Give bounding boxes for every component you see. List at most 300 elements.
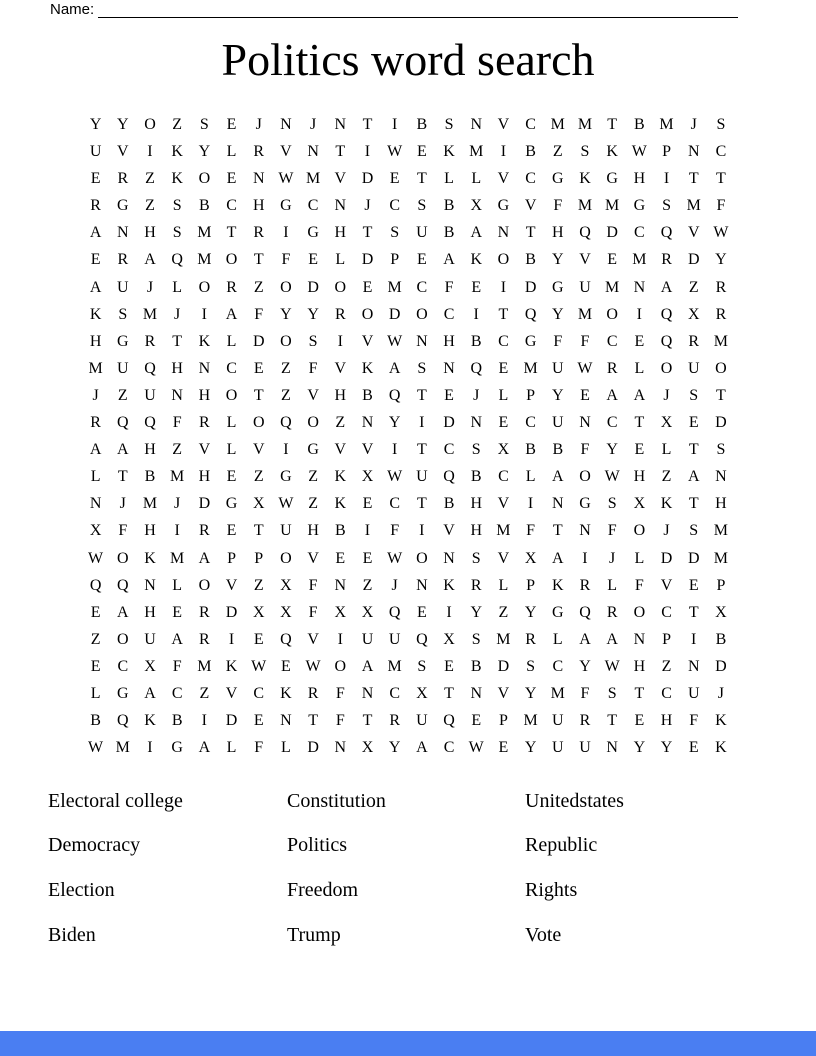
grid-letter: T <box>525 224 536 242</box>
grid-letter: O <box>633 522 646 540</box>
grid-letter: E <box>362 549 373 567</box>
grid-letter: T <box>607 116 618 133</box>
grid-letter: W <box>88 739 104 757</box>
grid-letter: F <box>444 278 454 296</box>
grid-letter: Q <box>144 359 156 377</box>
grid-letter: N <box>307 143 319 161</box>
grid-letter: L <box>226 414 237 432</box>
grid-letter: C <box>389 197 400 215</box>
grid-letter: G <box>307 224 319 242</box>
grid-letter: E <box>471 278 482 296</box>
grid-letter: H <box>633 170 646 188</box>
grid-letter: M <box>142 305 158 323</box>
grid-letter: A <box>117 603 129 621</box>
grid-letter: Y <box>470 603 482 621</box>
grid-letter: B <box>715 630 727 648</box>
grid-letter: T <box>416 441 427 459</box>
grid-letter: S <box>417 359 427 377</box>
grid-letter: U <box>552 739 564 757</box>
grid-letter: R <box>90 197 101 215</box>
grid-letter: L <box>552 630 563 648</box>
grid-letter: F <box>553 197 563 215</box>
grid-letter: B <box>443 224 455 242</box>
grid-letter: S <box>471 441 481 459</box>
grid-letter: G <box>117 684 129 702</box>
grid-letter: E <box>226 468 237 486</box>
grid-letter: Y <box>388 414 401 432</box>
grid-letter: H <box>470 522 482 540</box>
grid-letter: Y <box>307 305 319 323</box>
grid-letter: D <box>198 495 211 513</box>
grid-letter: Z <box>661 657 672 675</box>
grid-letter: I <box>473 305 479 323</box>
grid-letter: H <box>660 712 673 730</box>
grid-letter: E <box>416 603 427 621</box>
grid-letter: T <box>634 684 645 702</box>
grid-letter: V <box>225 576 238 594</box>
grid-letter: F <box>335 712 345 730</box>
grid-letter: O <box>497 251 510 269</box>
grid-letter: K <box>361 359 374 377</box>
grid-letter: T <box>362 224 373 242</box>
grid-letter: G <box>524 332 537 350</box>
grid-letter: Y <box>552 305 564 323</box>
grid-letter: R <box>606 359 618 377</box>
grid-letter: L <box>226 143 237 161</box>
grid-letter: O <box>334 278 347 296</box>
grid-letter: Y <box>89 116 102 133</box>
grid-letter: N <box>715 468 727 486</box>
grid-letter: E <box>335 549 346 567</box>
grid-letter: Q <box>89 576 102 594</box>
grid-letter: C <box>307 197 319 215</box>
grid-letter: N <box>334 739 347 757</box>
grid-letter: D <box>361 170 374 188</box>
grid-letter: J <box>690 116 697 133</box>
grid-letter: G <box>633 197 646 215</box>
grid-letter: R <box>579 576 591 594</box>
grid-letter: N <box>117 224 129 242</box>
grid-letter: B <box>171 712 183 730</box>
grid-letter: W <box>604 468 620 486</box>
grid-letter: F <box>580 684 590 702</box>
grid-letter: N <box>470 684 482 702</box>
grid-letter: V <box>225 684 238 702</box>
grid-letter: V <box>687 224 700 242</box>
grid-letter: U <box>144 630 156 648</box>
grid-letter: O <box>198 170 211 188</box>
grid-letter: L <box>471 170 482 188</box>
grid-letter: K <box>144 549 156 567</box>
grid-letter: M <box>550 684 565 702</box>
grid-letter: K <box>660 495 673 513</box>
grid-letter: D <box>715 414 727 432</box>
grid-letter: H <box>144 603 156 621</box>
grid-letter: F <box>172 414 182 432</box>
word-list-item: Unitedstates <box>525 789 624 812</box>
grid-letter: O <box>606 305 618 323</box>
grid-letter: M <box>469 143 484 161</box>
grid-letter: W <box>305 657 321 675</box>
grid-letter: G <box>307 441 319 459</box>
grid-letter: V <box>307 549 319 567</box>
grid-letter: M <box>523 712 538 730</box>
grid-letter: L <box>226 739 237 757</box>
grid-letter: D <box>715 657 727 675</box>
grid-letter: F <box>580 332 590 350</box>
grid-letter: C <box>443 305 455 323</box>
grid-letter: M <box>605 278 620 296</box>
grid-letter: X <box>660 414 673 432</box>
grid-letter: I <box>174 522 180 540</box>
grid-letter: Y <box>552 251 564 269</box>
grid-letter: S <box>417 197 427 215</box>
grid-letter: M <box>197 657 212 675</box>
grid-letter: O <box>198 278 211 296</box>
grid-letter: N <box>361 414 374 432</box>
grid-letter: H <box>144 522 156 540</box>
grid-letter: T <box>253 386 264 404</box>
grid-letter: W <box>604 657 620 675</box>
grid-letter: L <box>634 359 645 377</box>
grid-letter: M <box>577 116 593 133</box>
grid-letter: X <box>252 603 265 621</box>
grid-letter: G <box>606 170 618 188</box>
grid-letter: B <box>334 522 346 540</box>
grid-letter: V <box>307 630 319 648</box>
grid-letter: M <box>659 116 674 133</box>
grid-letter: T <box>716 386 726 404</box>
grid-letter: M <box>387 657 402 675</box>
grid-letter: C <box>525 170 536 188</box>
grid-letter: G <box>280 197 292 215</box>
grid-letter: F <box>254 739 264 757</box>
grid-letter: V <box>280 143 292 161</box>
grid-letter: Y <box>633 739 646 757</box>
grid-letter: J <box>119 495 126 513</box>
grid-letter: K <box>334 468 347 486</box>
grid-letter: T <box>688 441 699 459</box>
grid-letter: E <box>281 657 291 675</box>
grid-letter: J <box>609 549 616 567</box>
grid-letter: O <box>117 630 129 648</box>
grid-letter: X <box>715 603 727 621</box>
grid-letter: W <box>713 224 729 242</box>
grid-letter: J <box>717 684 725 702</box>
grid-letter: L <box>634 549 645 567</box>
grid-letter: U <box>117 359 129 377</box>
grid-letter: Q <box>524 305 537 323</box>
grid-letter: N <box>579 522 591 540</box>
grid-letter: Y <box>660 739 673 757</box>
grid-letter: K <box>334 495 347 513</box>
grid-letter: Q <box>579 603 591 621</box>
grid-letter: V <box>497 170 510 188</box>
grid-letter: C <box>117 657 129 675</box>
grid-letter: V <box>198 441 211 459</box>
grid-letter: Y <box>606 441 618 459</box>
grid-letter: S <box>417 657 427 675</box>
grid-letter: Y <box>280 305 292 323</box>
name-row <box>50 1 738 18</box>
grid-letter: A <box>579 630 591 648</box>
grid-letter: X <box>280 603 292 621</box>
grid-letter: E <box>172 603 183 621</box>
grid-letter: K <box>443 576 455 594</box>
grid-letter: H <box>198 468 211 486</box>
grid-letter: G <box>552 603 564 621</box>
grid-letter: I <box>391 441 398 459</box>
grid-letter: C <box>498 468 509 486</box>
grid-letter: D <box>687 251 700 269</box>
grid-letter: N <box>443 549 455 567</box>
word-list-column <box>287 779 386 957</box>
grid-letter: R <box>226 278 237 296</box>
grid-letter: C <box>389 684 400 702</box>
grid-letter: R <box>253 143 265 161</box>
grid-letter: F <box>118 522 128 540</box>
grid-letter: Q <box>443 712 455 730</box>
grid-letter: Q <box>579 224 591 242</box>
grid-letter: T <box>172 332 183 350</box>
grid-letter: K <box>715 739 727 757</box>
grid-letter: L <box>172 576 183 594</box>
grid-letter: F <box>172 657 182 675</box>
grid-letter: U <box>89 143 102 161</box>
grid-letter: W <box>387 468 403 486</box>
grid-letter: E <box>471 712 482 730</box>
grid-letter: A <box>470 224 482 242</box>
grid-letter: H <box>633 468 646 486</box>
grid-letter: O <box>280 549 292 567</box>
grid-letter: A <box>198 739 211 757</box>
grid-letter: G <box>552 278 564 296</box>
grid-letter: D <box>388 305 401 323</box>
grid-letter: K <box>579 170 591 188</box>
grid-letter: N <box>470 116 482 133</box>
grid-letter: M <box>387 278 402 296</box>
grid-letter: J <box>663 522 670 540</box>
grid-letter: S <box>118 305 128 323</box>
grid-letter: Z <box>145 170 155 188</box>
grid-letter: J <box>174 305 181 323</box>
grid-letter: X <box>361 739 374 757</box>
grid-letter: J <box>391 576 398 594</box>
grid-letter: P <box>526 576 536 594</box>
grid-letter: W <box>387 549 403 567</box>
grid-letter: E <box>308 251 318 269</box>
grid-letter: Y <box>524 739 537 757</box>
grid-letter: S <box>471 549 481 567</box>
grid-letter: H <box>334 386 347 404</box>
grid-letter: B <box>443 495 455 513</box>
grid-letter: B <box>525 441 536 459</box>
grid-letter: L <box>226 441 237 459</box>
grid-letter: T <box>253 251 264 269</box>
grid-letter: D <box>660 549 673 567</box>
grid-letter: N <box>361 684 374 702</box>
grid-letter: Y <box>552 386 564 404</box>
grid-letter: G <box>579 495 591 513</box>
grid-letter: S <box>308 332 318 350</box>
grid-letter: M <box>550 116 565 133</box>
grid-letter: N <box>280 116 292 133</box>
grid-letter: C <box>443 739 455 757</box>
grid-letter: E <box>416 251 427 269</box>
word-list-item: Election <box>48 878 115 901</box>
grid-letter: J <box>146 278 154 296</box>
grid-letter: B <box>525 143 536 161</box>
grid-letter: O <box>280 278 292 296</box>
grid-letter: Q <box>388 603 401 621</box>
grid-letter: A <box>89 441 102 459</box>
grid-letter: B <box>634 116 645 133</box>
word-list-item: Politics <box>287 834 348 857</box>
grid-letter: R <box>117 251 129 269</box>
grid-letter: E <box>90 657 101 675</box>
grid-letter: A <box>552 468 564 486</box>
grid-letter: U <box>552 359 564 377</box>
grid-letter: A <box>198 549 211 567</box>
grid-letter: A <box>225 305 238 323</box>
grid-letter: R <box>688 332 700 350</box>
grid-letter: N <box>280 712 292 730</box>
grid-letter: K <box>171 170 183 188</box>
grid-letter: Z <box>308 495 318 513</box>
word-list-item: Trump <box>287 923 341 946</box>
word-list-item: Biden <box>48 923 96 946</box>
grid-letter: Y <box>524 684 537 702</box>
grid-letter: M <box>686 197 701 215</box>
grid-letter: C <box>416 278 428 296</box>
grid-letter: M <box>605 197 620 215</box>
grid-letter: R <box>715 278 727 296</box>
grid-letter: I <box>283 441 289 459</box>
grid-letter: I <box>147 143 153 161</box>
grid-letter: F <box>634 576 644 594</box>
grid-letter: X <box>416 684 428 702</box>
grid-letter: B <box>144 468 156 486</box>
grid-letter: O <box>361 305 374 323</box>
grid-letter: E <box>362 495 373 513</box>
grid-letter: Z <box>552 143 563 161</box>
grid-letter: L <box>661 441 672 459</box>
grid-letter: R <box>661 251 672 269</box>
grid-letter: L <box>498 386 509 404</box>
grid-letter: Z <box>308 468 318 486</box>
grid-letter: X <box>144 657 156 675</box>
grid-letter: P <box>227 549 236 567</box>
name-label: Name: <box>50 1 95 18</box>
grid-letter: S <box>716 441 726 459</box>
grid-letter: L <box>498 576 509 594</box>
grid-letter: I <box>364 522 371 540</box>
grid-letter: W <box>468 739 484 757</box>
grid-letter: I <box>391 116 398 133</box>
grid-letter: K <box>715 712 727 730</box>
grid-letter: K <box>171 143 183 161</box>
grid-letter: Z <box>362 576 373 594</box>
grid-letter: M <box>713 549 729 567</box>
grid-letter: D <box>443 414 455 432</box>
word-list-item: Democracy <box>48 834 141 857</box>
grid-letter: M <box>170 549 185 567</box>
grid-letter: V <box>497 495 510 513</box>
grid-letter: M <box>197 251 212 269</box>
grid-letter: B <box>470 657 482 675</box>
grid-letter: Z <box>172 116 183 133</box>
grid-letter: E <box>634 441 645 459</box>
grid-letter: B <box>199 197 210 215</box>
grid-letter: P <box>498 712 508 730</box>
grid-letter: M <box>142 495 158 513</box>
grid-letter: O <box>307 414 319 432</box>
grid-letter: F <box>526 522 536 540</box>
grid-letter: H <box>715 495 727 513</box>
grid-letter: V <box>660 576 673 594</box>
grid-letter: W <box>278 495 294 513</box>
grid-letter: E <box>416 143 427 161</box>
grid-letter: A <box>388 359 401 377</box>
grid-letter: N <box>252 170 265 188</box>
grid-letter: K <box>198 332 211 350</box>
grid-letter: E <box>688 576 699 594</box>
grid-letter: E <box>226 522 237 540</box>
grid-letter: N <box>89 495 102 513</box>
grid-letter: U <box>552 712 564 730</box>
grid-letter: Q <box>660 332 673 350</box>
grid-letter: H <box>144 224 156 242</box>
grid-letter: Q <box>171 251 183 269</box>
grid-letter: V <box>497 549 510 567</box>
grid-letter: X <box>524 549 537 567</box>
grid-letter: I <box>201 712 207 730</box>
grid-letter: F <box>308 576 318 594</box>
grid-letter: U <box>361 630 374 648</box>
grid-letter: I <box>419 414 425 432</box>
grid-letter: F <box>308 603 318 621</box>
grid-letter: T <box>634 414 645 432</box>
grid-letter: Q <box>144 414 156 432</box>
grid-letter: I <box>147 739 153 757</box>
grid-letter: L <box>444 170 454 188</box>
grid-letter: M <box>632 251 647 269</box>
grid-letter: G <box>117 332 129 350</box>
grid-letter: E <box>253 712 264 730</box>
grid-letter: I <box>337 332 343 350</box>
grid-letter: B <box>470 332 482 350</box>
grid-letter: F <box>254 305 264 323</box>
grid-letter: S <box>607 495 617 513</box>
grid-letter: B <box>416 116 428 133</box>
grid-letter: R <box>117 170 129 188</box>
grid-letter: E <box>90 170 101 188</box>
grid-letter: V <box>497 116 510 133</box>
grid-letter: R <box>525 630 536 648</box>
grid-letter: E <box>444 657 454 675</box>
grid-letter: E <box>362 278 373 296</box>
grid-letter: V <box>443 522 455 540</box>
grid-letter: W <box>387 143 403 161</box>
grid-letter: Y <box>198 143 211 161</box>
grid-letter: G <box>497 197 510 215</box>
grid-letter: V <box>117 143 129 161</box>
grid-letter: X <box>361 603 374 621</box>
grid-letter: W <box>387 332 403 350</box>
grid-letter: Q <box>117 576 129 594</box>
grid-letter: Z <box>145 197 155 215</box>
grid-letter: J <box>309 116 317 133</box>
